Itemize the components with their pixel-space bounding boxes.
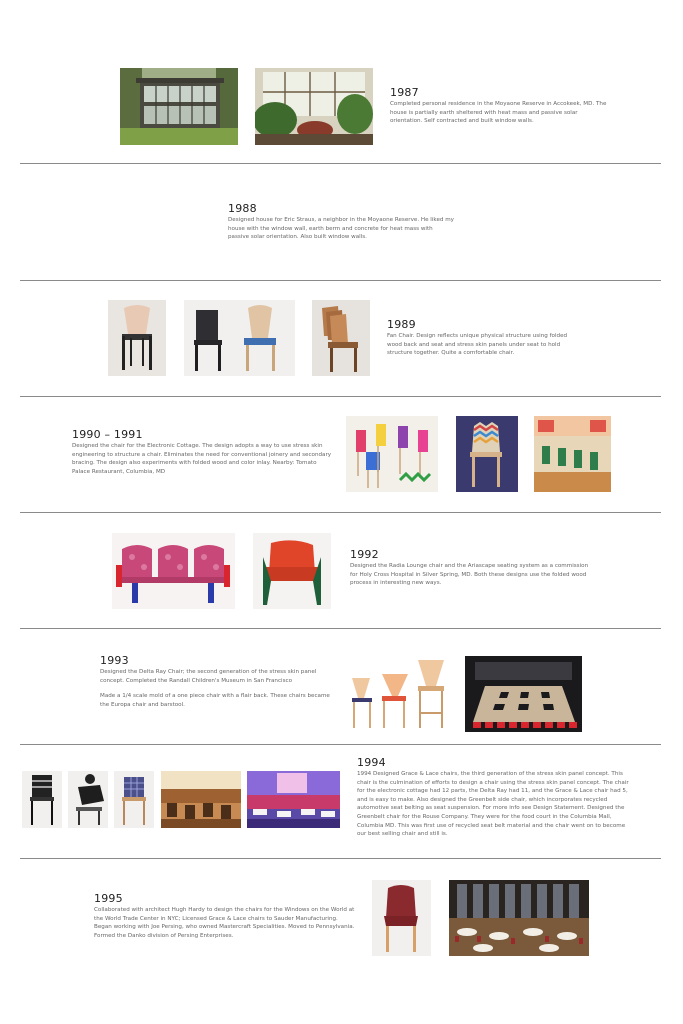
windows-on-the-world-photo [449,880,589,956]
entry-description-1988 [228,216,454,242]
section-divider [20,744,661,745]
person-testing-chair-photo [68,771,108,828]
description-paragraph: Completed personal residence in the Moyaone Reserve in Accokeek, MD. The house is partially earth sheltered with heat mass and passive solar orientation. Self contracted and built window walls. [390,101,607,125]
grace-chair-photo [22,771,62,828]
fan-chair-photo [108,300,166,376]
year-heading-1995: 1995 [94,892,123,905]
section-divider [20,858,661,859]
description-paragraph: Made a 1/4 scale mold of a one piece chair with a flair back. These chairs became the Europa chair and barstool. [100,693,330,708]
zigzag-chair-photo [456,416,518,492]
description-paragraph: Designed house for Eric Straus, a neighbor in the Moyaone Reserve. He liked my house with the window wall, earth berm and concrete for heat mass with passive solar orientation. Also built window walls. [228,217,454,241]
year-heading-1989: 1989 [387,318,416,331]
year-heading-1992: 1992 [350,548,379,561]
description-paragraph: Designed the Delta Ray Chair; the second generation of the stress skin panel concept. Completed the Randall Children's Museum in San Francisco [100,669,317,684]
childrens-museum-stage-photo [465,656,582,732]
year-heading-1990-1991: 1990 – 1991 [72,428,143,441]
windows-restaurant-photo [247,771,340,828]
restaurant-interior-photo [534,416,611,492]
upholstered-chair-photo [372,880,431,956]
entry-description-1990-1991 [72,442,334,476]
section-divider [20,628,661,629]
entry-description-1992 [350,562,590,588]
description-paragraph: Designed the Radia Lounge chair and the Ariascape seating system as a commission for Holy Cross Hospital in Silver Spring, MD. Both these designs use the folded wood process in interesting new ways. [350,563,589,587]
section-divider [20,396,661,397]
year-heading-1987: 1987 [390,86,419,99]
delta-ray-chairs-photo [348,656,448,732]
entry-description-1995 [94,906,356,940]
house-exterior-photo [120,68,238,145]
stacked-chairs-photo [312,300,370,376]
food-court-photo [161,771,241,828]
entry-description-1987 [390,100,610,126]
section-divider [20,163,661,164]
description-paragraph: 1994 Designed Grace & Lace chairs, the third generation of the stress skin panel concept. This chair is the culmination of efforts to design a chair using the stress skin panel concept. The chair for the electronic cottage had 12 parts, the Delta Ray had 11, and the Grace & Lace chair had 5, and is easy to make. Also designed the Greenbelt side chair, which incorporates recycled automotive seat belting as seat suspension. For more info see Design Statement. Designed the Greenbelt chair for the Rouse Company. They were for the food court in the Columbia Mall, Columbia MD. This was first use of recycled seat belt material and the chair went on to become our best selling chair and still is. [357,771,629,838]
interior-plants-photo [255,68,373,145]
year-heading-1988: 1988 [228,202,257,215]
entry-description-1993 [100,668,332,709]
year-heading-1994: 1994 [357,756,386,769]
colorful-chairs-photo [346,416,438,492]
section-divider [20,280,661,281]
description-paragraph: Collaborated with architect Hugh Hardy to design the chairs for the Windows on the World at the World Trade Center in NYC; Licensed Grace & Lace chairs to Sauder Manufacturing. Began working with Joe Persing, who owned Mastercraft Specialities. Moved to Pennsylvania. Formed the Danko division of Persing Enterprises. [94,907,355,939]
ariascape-seating-photo [112,533,235,609]
entry-description-1989 [387,332,583,358]
description-paragraph: Designed the chair for the Electronic Cottage. The design adopts a way to use stress skin engineering to structure a chair. Eliminates the need for conventional joinery and secondary bracing. The design also experiments with folded wood and color inlay. Nearby: Tomato Palace Restaurant, Columbia, MD [72,443,332,475]
chair-pair-photo [184,300,295,376]
entry-description-1994 [357,770,635,839]
year-heading-1993: 1993 [100,654,129,667]
radia-lounge-chair-photo [253,533,331,609]
lace-chair-photo [114,771,154,828]
description-paragraph: Fan Chair. Design reflects unique physical structure using folded wood back and seat and stress skin panels under seat to hold structure together. Quite a comfortable chair. [387,333,568,357]
section-divider [20,512,661,513]
